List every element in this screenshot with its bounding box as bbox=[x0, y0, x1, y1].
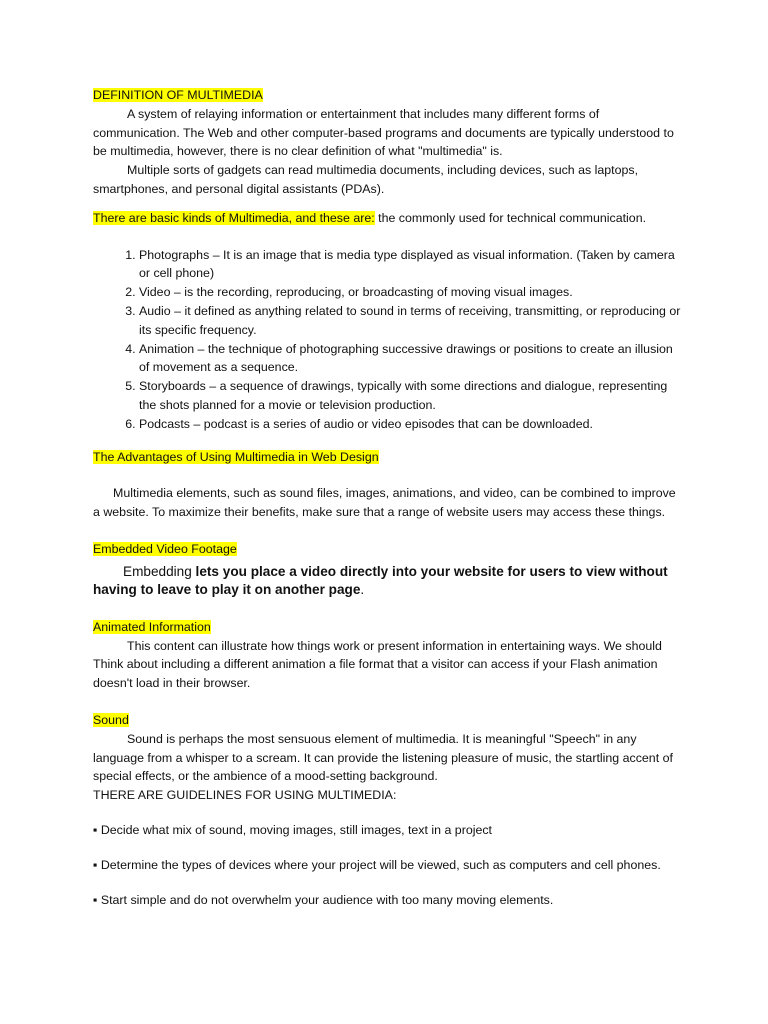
guideline-item: ▪ Determine the types of devices where your project will be viewed, such as computers and cell phones. bbox=[93, 857, 661, 872]
definition-heading-text: DEFINITION OF MULTIMEDIA bbox=[93, 88, 263, 102]
list-item: 2. Video – is the recording, reproducing, or broadcasting of moving visual images. bbox=[139, 283, 683, 302]
list-item: 5. Storyboards – a sequence of drawings, typically with some directions and dialogue, representing the shots planned for a movie or television production. bbox=[139, 377, 683, 415]
guideline-item: ▪ Decide what mix of sound, moving images, still images, text in a project bbox=[93, 822, 492, 837]
sound-paragraph: Sound is perhaps the most sensuous element of multimedia. It is meaningful "Speech" in any language from a whisper to a scream. It can provide the listening pleasure of music, the startling accent of special effects, or the ambience of a mood-setting background. bbox=[93, 731, 673, 784]
kinds-heading: There are basic kinds of Multimedia, and these are: bbox=[93, 210, 375, 225]
kinds-intro bbox=[93, 209, 683, 228]
guidelines-heading: THERE ARE GUIDELINES FOR USING MULTIMEDIA: bbox=[93, 788, 397, 803]
definition-heading bbox=[93, 86, 683, 105]
embedded-lead-word: Embedding bbox=[123, 563, 192, 579]
sound-heading bbox=[93, 711, 683, 730]
list-item: 3. Audio – it defined as anything related to sound in terms of receiving, transmitting, or reproducing or its specific frequency. bbox=[139, 302, 683, 340]
animated-paragraph: This content can illustrate how things work or present information in entertaining ways. We should Think about including a different animation a file format that a visitor can access if your Flash animation doesn't load in their browser. bbox=[93, 638, 662, 691]
embedded-paragraph bbox=[93, 563, 683, 600]
guideline-item: ▪ Start simple and do not overwhelm your audience with too many moving elements. bbox=[93, 892, 554, 907]
advantages-paragraph: Multimedia elements, such as sound files, images, animations, and video, can be combined to improve a website. To maximize their benefits, make sure that a range of website users may access these things. bbox=[93, 486, 676, 520]
multimedia-kinds-list bbox=[93, 246, 683, 434]
embedded-heading-text: Embedded Video Footage bbox=[93, 541, 237, 556]
animated-heading bbox=[93, 618, 683, 637]
kinds-intro-tail: the commonly used for technical communication. bbox=[374, 210, 647, 225]
list-item: 1. Photographs – It is an image that is media type displayed as visual information. (Taken by camera or cell phone) bbox=[139, 246, 683, 284]
advantages-heading bbox=[93, 448, 683, 467]
animated-heading-text: Animated Information bbox=[93, 619, 211, 634]
document-body bbox=[93, 86, 683, 909]
list-item: 6. Podcasts – podcast is a series of audio or video episodes that can be downloaded. bbox=[139, 415, 683, 434]
definition-paragraph-1: A system of relaying information or entertainment that includes many different forms of communication. The Web and other computer-based programs and documents are typically understood to be multimedia, however, there is no clear definition of what "multimedia" is. bbox=[93, 106, 674, 159]
definition-paragraph-2: Multiple sorts of gadgets can read multimedia documents, including devices, such as laptops, smartphones, and personal digital assistants (PDAs). bbox=[93, 163, 639, 196]
advantages-heading-text: The Advantages of Using Multimedia in Web Design bbox=[93, 449, 379, 464]
embedded-heading bbox=[93, 540, 683, 559]
list-item: 4. Animation – the technique of photographing successive drawings or positions to create an illusion of movement as a sequence. bbox=[139, 340, 683, 378]
embedded-end: . bbox=[360, 582, 365, 598]
sound-heading-text: Sound bbox=[93, 712, 129, 727]
embedded-rest: lets you place a video directly into your website for users to view without having to leave to play it on another page bbox=[93, 563, 668, 598]
